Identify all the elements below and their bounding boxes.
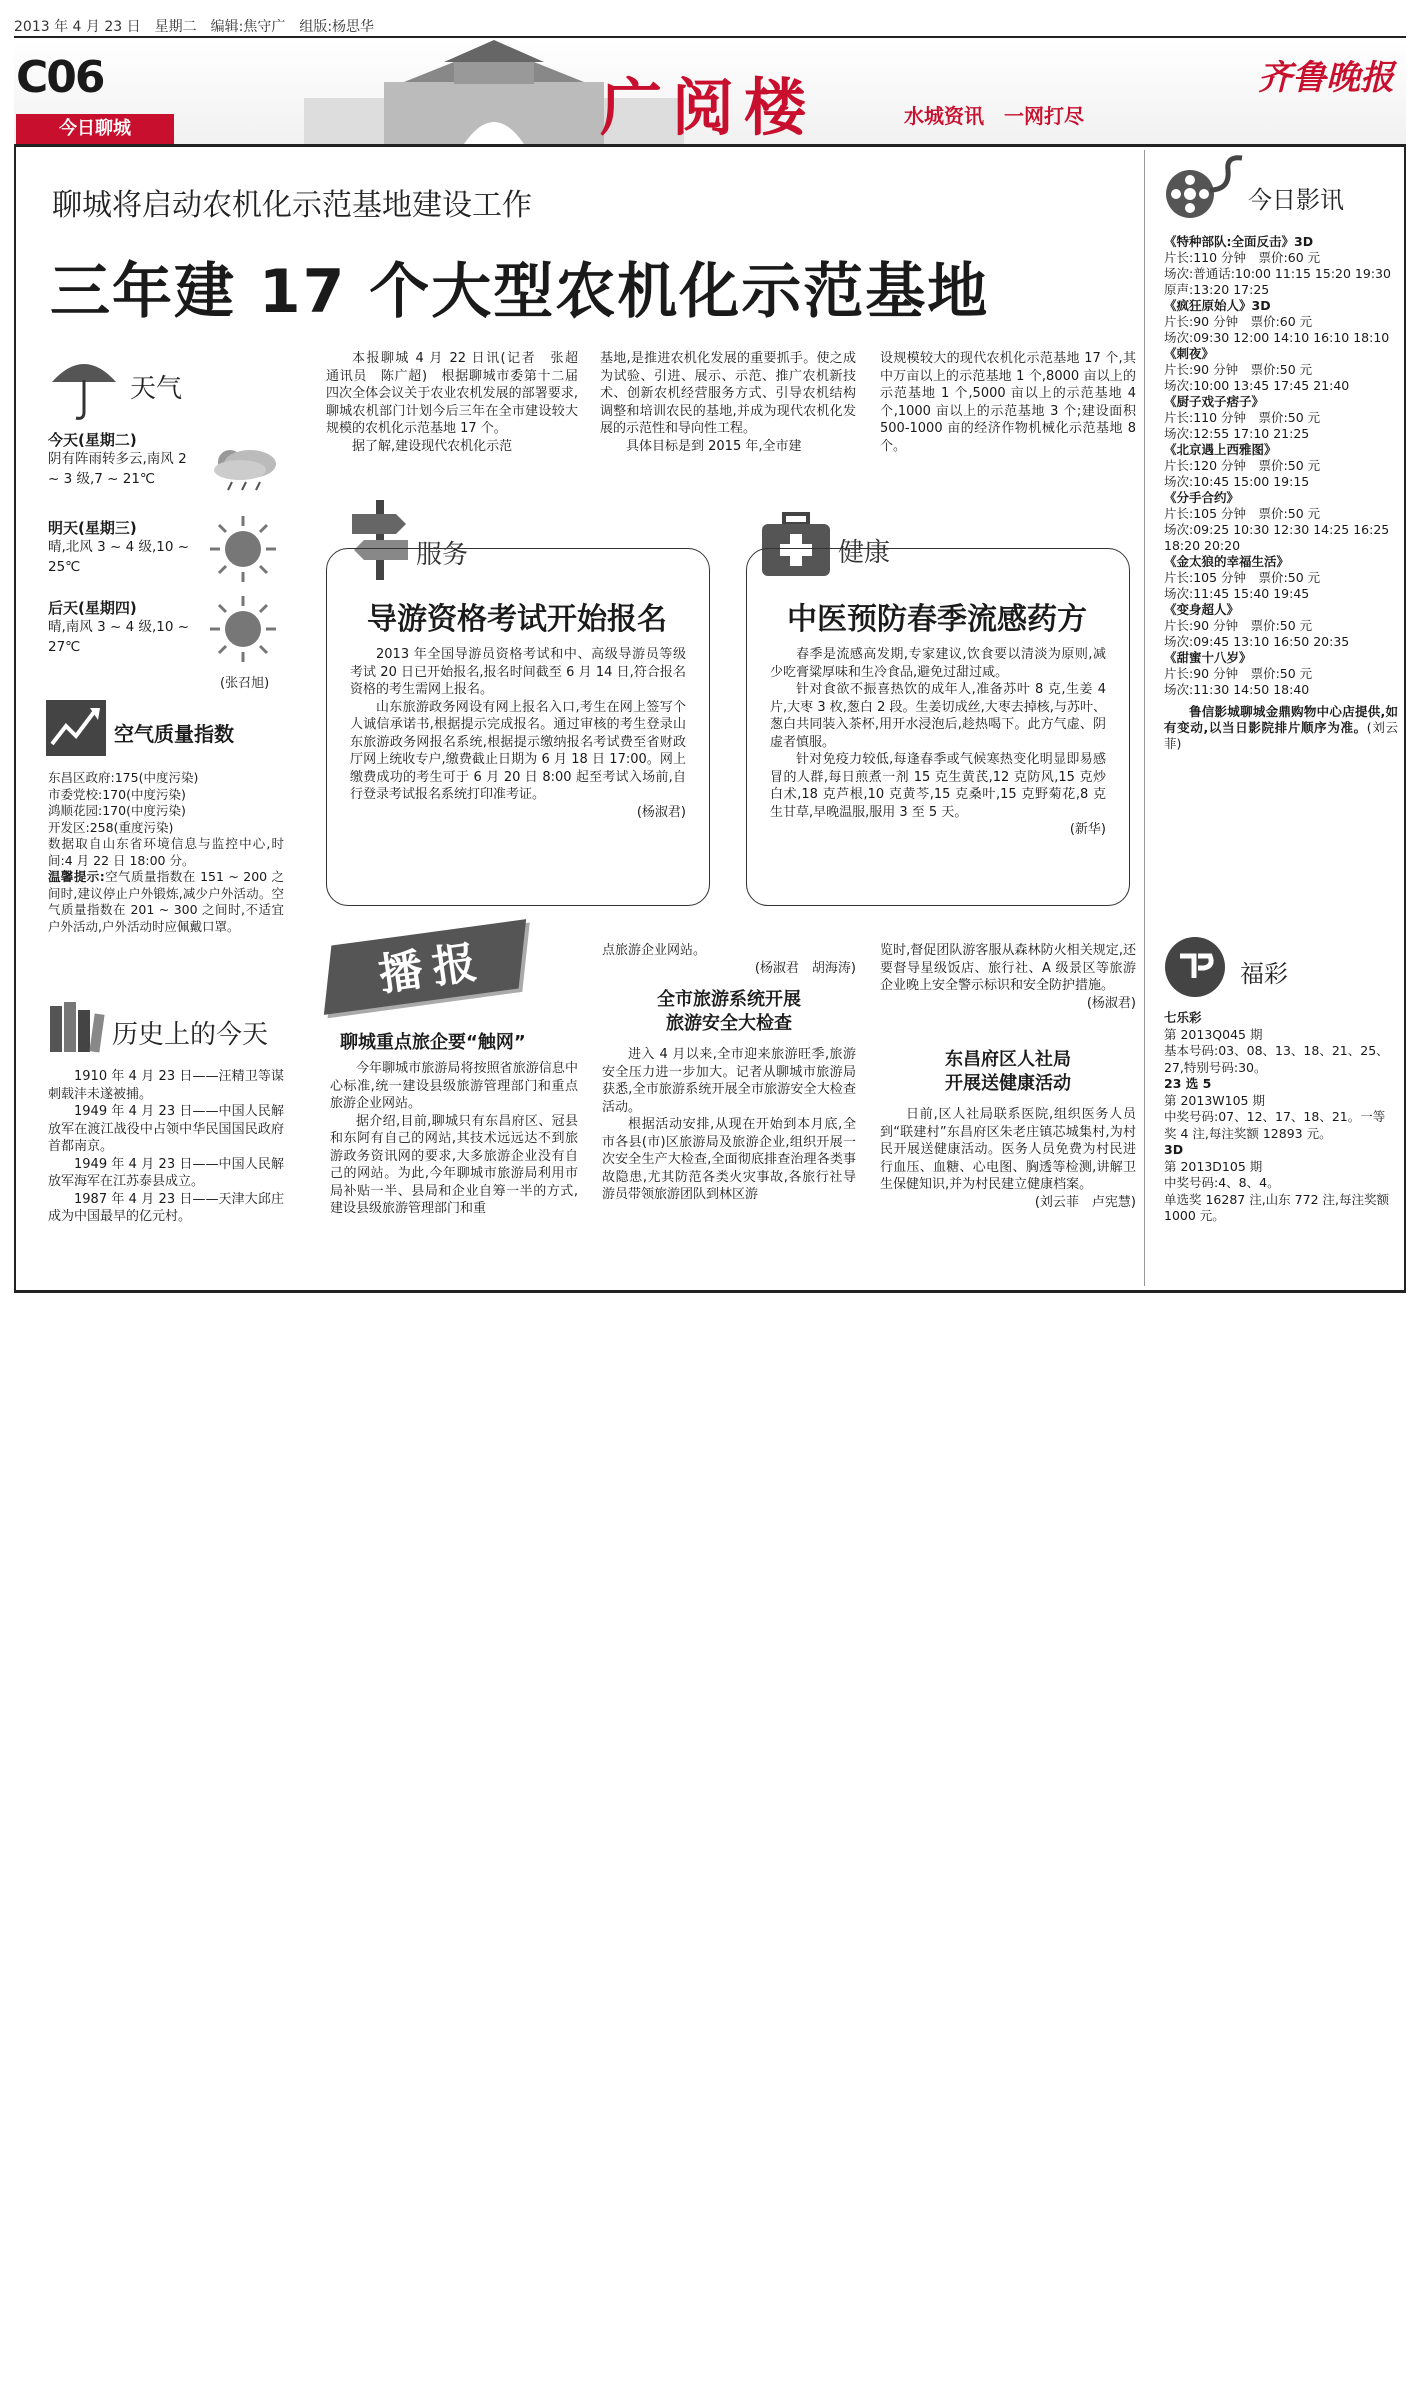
lottery-line: 中奖号码:07、12、17、18、21。一等奖 4 注,每注奖额 12893 元。 <box>1164 1109 1386 1141</box>
movie-times: 场次:09:30 12:00 14:10 16:10 18:10 <box>1164 330 1390 345</box>
movie-item <box>1164 442 1398 490</box>
bobao-story1-para: 今年聊城市旅游局将按照省旅游信息中心标准,统一建设县级旅游管理部门和重点旅游企业网站。 <box>330 1061 578 1111</box>
health-tag: 健康 <box>838 538 891 568</box>
bobao-story2-cont-text: 览时,督促团队游客服从森林防火相关规定,还要督导星级饭店、旅行社、A 级景区等旅游企业晚上安全警示标识和安全防护措施。 <box>880 943 1136 993</box>
movie-info: 片长:110 分钟 票价:60 元 <box>1164 250 1321 265</box>
welfare-lottery-logo-icon <box>1164 936 1226 998</box>
history-title: 历史上的今天 <box>112 1020 269 1050</box>
weather-day-label: 后天(星期四) <box>48 599 137 617</box>
weather-day-label: 明天(星期三) <box>48 519 137 537</box>
movie-item <box>1164 346 1398 394</box>
movie-name: 《厨子戏子痞子》 <box>1164 394 1265 409</box>
masthead-slogan: 水城资讯 一网打尽 <box>904 104 1084 128</box>
weather-day-desc: 阴有阵雨转多云,南风 2 ~ 3 级,7 ~ 21℃ <box>48 450 187 487</box>
air-reading: 开发区:258(重度污染) <box>48 819 174 835</box>
bobao-story2-byline: (杨淑君) <box>1086 995 1136 1011</box>
lottery-name: 七乐彩 <box>1164 1010 1202 1025</box>
weather-title: 天气 <box>130 374 183 404</box>
air-quality-title: 空气质量指数 <box>114 722 234 746</box>
air-reading: 东昌区政府:175(中度污染) <box>48 770 199 785</box>
movie-name: 《变身超人》 <box>1164 602 1240 617</box>
service-para: 山东旅游政务网设有网上报名入口,考生在网上签写个人诚信承诺书,根据提示完成报名。通过审核的考生登录山东旅游政务网报名系统,根据提示缴纳报名考试费至省财政厅网上统收专户,缴费截止日期为 6 月 18 日 17:00。网上缴费成功的考生可于 6 月 20 日 8:00 起至考试入场前,自行登录考试报名系统打印准考证。 <box>350 699 686 802</box>
bobao-story2-body <box>602 1046 856 1204</box>
bobao-story3-para: 日前,区人社局联系医院,组织医务人员到“联建村”东昌府区朱老庄镇芯城集村,为村民开展送健康活动。医务人员免费为村民进行血压、血糖、心电图、胸透等检测,讲解卫生保健知识,并为村民建立健康档案。 <box>880 1107 1136 1192</box>
air-tip-label: 温馨提示: <box>48 869 105 884</box>
movie-times: 场次:10:45 15:00 19:15 <box>1164 474 1310 489</box>
lottery-block <box>1164 1076 1396 1142</box>
lead-para-2: 据了解,建设现代农机化示范 <box>352 438 513 454</box>
trend-chart-icon <box>46 700 106 756</box>
movie-note-text: 鲁信影城聊城金鼎购物中心店提供,如有变动,以当日影院排片顺序为准。 <box>1164 704 1398 735</box>
movie-item <box>1164 554 1398 602</box>
movie-times: 场次:09:25 10:30 12:30 14:25 16:25 18:20 20:20 <box>1164 522 1390 553</box>
bobao-story2-title: 全市旅游系统开展 旅游安全大检查 <box>657 989 801 1034</box>
lead-column-3 <box>880 350 1136 455</box>
umbrella-icon <box>48 352 120 422</box>
weather-day-desc: 晴,北风 3 ~ 4 级,10 ~ 25℃ <box>48 538 190 575</box>
movie-item <box>1164 298 1398 346</box>
lead-headline: 三年建 17 个大型农机化示范基地 <box>50 257 990 327</box>
history-item: 1987 年 4 月 23 日——天津大邱庄成为中国最早的亿元村。 <box>48 1191 284 1224</box>
sidebar-divider <box>1144 150 1145 1286</box>
weather-today <box>48 432 198 489</box>
air-source-note: 数据取自山东省环境信息与监控中心,时间:4 月 22 日 18:00 分。 <box>48 836 284 868</box>
movie-info: 片长:90 分钟 票价:50 元 <box>1164 362 1313 377</box>
movie-name: 《特种部队:全面反击》3D <box>1164 234 1314 249</box>
lottery-name: 23 选 5 <box>1164 1076 1212 1091</box>
movie-item <box>1164 234 1404 298</box>
lottery-block <box>1164 1142 1396 1225</box>
bobao-story3-body <box>880 1106 1136 1211</box>
bobao-story2-para: 根据活动安排,从现在开始到本月底,全市各县(市)区旅游局及旅游企业,组织开展一次安全生产大检查,全面彻底排查治理各类事故隐患,尤其防范各类火灾事故,各旅行社导游员带领旅游团队到林区游 <box>602 1117 856 1202</box>
topline: 2013 年 4 月 23 日 星期二 编辑:焦守广 组版:杨思华 <box>14 19 375 35</box>
movie-info: 片长:105 分钟 票价:50 元 <box>1164 570 1321 585</box>
history-item: 1910 年 4 月 23 日——汪精卫等谋刺载沣未遂被捕。 <box>48 1069 284 1102</box>
lottery-block <box>1164 1010 1396 1076</box>
frame-right <box>1404 144 1406 1292</box>
service-tag: 服务 <box>416 540 469 570</box>
lottery-line: 第 2013Q045 期 <box>1164 1026 1263 1042</box>
sun-icon <box>208 514 278 584</box>
health-body <box>770 646 1106 839</box>
movie-times: 场次:09:45 13:10 16:50 20:35 <box>1164 634 1350 649</box>
movie-info: 片长:105 分钟 票价:50 元 <box>1164 506 1321 521</box>
movie-times: 场次:10:00 13:45 17:45 21:40 <box>1164 378 1350 393</box>
movie-list <box>1164 234 1404 752</box>
lottery-line: 中奖号码:4、8、4。 <box>1164 1175 1280 1190</box>
lottery-results <box>1164 1010 1396 1225</box>
movie-item <box>1164 602 1398 650</box>
history-item: 1949 年 4 月 23 日——中国人民解放军海军在江苏泰县成立。 <box>48 1156 284 1189</box>
lottery-title: 福彩 <box>1240 960 1288 988</box>
movie-info: 片长:90 分钟 票价:60 元 <box>1164 314 1313 329</box>
lead-para-4: 具体目标是到 2015 年,全市建 <box>626 438 802 454</box>
health-byline: (新华) <box>1069 822 1106 837</box>
bobao-story1-para: 据介绍,目前,聊城只有东昌府区、冠县和东阿有自己的网站,其技术远远达不到旅游政务资讯网的要求,大多旅游企业没有自己的网站。为此,今年聊城市旅游局利用市局补贴一半、县局和企业自筹一半的方式,建设县级旅游管理部门和重 <box>330 1113 578 1216</box>
header-top-rule <box>14 36 1406 38</box>
lead-para-5: 设规模较大的现代农机化示范基地 17 个,其中万亩以上的示范基地 1 个,8000 亩以上的示范基地 1 个,5000 亩以上的示范基地 4 个,1000 亩以上的示范基地 3 个;建设面积 500-1000 亩的经济作物机械化示范基地 8 个。 <box>880 351 1136 454</box>
movie-info: 片长:90 分钟 票价:50 元 <box>1164 618 1313 633</box>
history-item: 1949 年 4 月 23 日——中国人民解放军在渡江战役中占领中华民国国民政府首都南京。 <box>48 1104 284 1154</box>
health-para: 针对免疫力较低,每逢春季或气候寒热变化明显即易感冒的人群,每日煎煮一剂 15 克生黄芪,12 克防风,15 克炒白术,18 克芦根,10 克黄芩,15 克桑叶,15 克野菊花,8 克生甘草,早晚温服,服用 3 至 5 天。 <box>770 752 1106 820</box>
paper-name-logo: 齐鲁晚报 <box>1258 58 1394 98</box>
bobao-story3-title: 东昌府区人社局 开展送健康活动 <box>945 1049 1071 1094</box>
service-para: 2013 年全国导游员资格考试和中、高级导游员等级考试 20 日已开始报名,报名时间截至 6 月 14 日,符合报名资格的考生需网上报名。 <box>350 647 686 697</box>
movie-times: 场次:11:45 15:40 19:45 <box>1164 586 1310 601</box>
weather-day-after <box>48 600 198 657</box>
air-tip-text: 空气质量指数在 151 ~ 200 之间时,建议停止户外锻炼,减少户外活动。空气质量指数在 201 ~ 300 之间时,不适宜户外活动,户外活动时应佩戴口罩。 <box>48 869 284 934</box>
frame-left <box>14 144 16 1292</box>
bobao-story1-title: 聊城重点旅企要“触网” <box>340 1032 526 1053</box>
movie-name: 《北京遇上西雅图》 <box>1164 442 1277 457</box>
bobao-tag: 播报 <box>375 935 490 1002</box>
air-tip <box>48 869 284 935</box>
lottery-line: 基本号码:03、08、13、18、21、25、27,特别号码:30。 <box>1164 1043 1389 1075</box>
bobao-story1-cont-text: 点旅游企业网站。 <box>602 943 707 958</box>
movie-name: 《金太狼的幸福生活》 <box>1164 554 1290 569</box>
movie-name: 《甜蜜十八岁》 <box>1164 650 1252 665</box>
movie-info: 片长:120 分钟 票价:50 元 <box>1164 458 1321 473</box>
bobao-story1-body <box>330 1060 578 1218</box>
health-headline: 中医预防春季流感药方 <box>787 602 1087 637</box>
lottery-name: 3D <box>1164 1142 1184 1157</box>
weather-byline: (张召旭) <box>220 676 270 691</box>
movie-info: 片长:90 分钟 票价:50 元 <box>1164 666 1313 681</box>
air-reading: 鸿顺花园:170(中度污染) <box>48 803 186 818</box>
weather-day-desc: 晴,南风 3 ~ 4 级,10 ~ 27℃ <box>48 618 190 655</box>
lottery-line: 第 2013D105 期 <box>1164 1158 1263 1174</box>
sun-icon <box>208 594 278 664</box>
masthead-title: 广阅楼 <box>600 71 817 144</box>
movie-times: 场次:11:30 14:50 18:40 <box>1164 682 1310 697</box>
movie-name: 《疯狂原始人》3D <box>1164 298 1271 313</box>
movies-title: 今日影讯 <box>1248 186 1344 214</box>
movie-times: 场次:普通话:10:00 11:15 15:20 19:30 原声:13:20 17:25 <box>1164 266 1404 297</box>
weather-tomorrow <box>48 520 198 577</box>
service-byline: (杨淑君) <box>636 804 686 820</box>
health-para: 春季是流感高发期,专家建议,饮食要以清淡为原则,减少吃膏粱厚味和生冷食品,避免过甜过咸。 <box>770 647 1106 680</box>
lead-para-3: 基地,是推进农机化发展的重要抓手。使之成为试验、引进、展示、示范、推广农机新技术、创新农机经营服务方式、引导农机结构调整和培训农民的基地,并成为现代农机化发展的示范性和导向性工程。 <box>600 351 856 436</box>
movie-item <box>1164 394 1398 442</box>
air-reading: 市委党校:170(中度污染) <box>48 786 186 802</box>
bobao-story2-cont <box>880 942 1136 1012</box>
history-list <box>48 1068 284 1226</box>
film-reel-icon <box>1160 150 1250 222</box>
movie-name: 《分手合约》 <box>1164 490 1240 505</box>
bobao-story1-byline: (杨淑君 胡海涛) <box>754 960 856 976</box>
frame-bottom <box>14 1290 1406 1293</box>
movie-note <box>1164 704 1398 752</box>
bobao-story1-cont <box>602 942 856 977</box>
weather-day-label: 今天(星期二) <box>48 431 137 449</box>
lead-para-1: 本报聊城 4 月 22 日讯(记者 张超 通讯员 陈广超) 根据聊城市委第十二届四次全体会议关于农业农机发展的部署要求,聊城农机部门计划今后三年在全市建设较大规模的农机化示范基地 17 个。 <box>326 351 592 436</box>
bobao-story3-byline: (刘云菲 卢宪慧) <box>1034 1194 1136 1210</box>
movie-name: 《刺夜》 <box>1164 346 1215 361</box>
cloud-rain-icon <box>204 436 284 492</box>
health-para: 针对食欲不振喜热饮的成年人,准备苏叶 8 克,生姜 4 片,大枣 3 枚,葱白 2 段。生姜切成丝,大枣去掉核,与苏叶、葱白共同装入茶杯,用开水浸泡后,趁热喝下。此方气虚、阴虚者慎服。 <box>770 682 1106 750</box>
books-icon <box>46 1000 106 1056</box>
movie-byline: (刘云菲) <box>1164 720 1398 751</box>
movie-info: 片长:110 分钟 票价:50 元 <box>1164 410 1321 425</box>
service-body <box>350 646 686 821</box>
air-quality-body <box>48 770 284 935</box>
lottery-line: 单选奖 16287 注,山东 772 注,每注奖额 1000 元。 <box>1164 1191 1389 1223</box>
movie-item <box>1164 490 1398 554</box>
bobao-story2-para: 进入 4 月以来,全市迎来旅游旺季,旅游安全压力进一步加大。记者从聊城市旅游局获悉,全市旅游系统开展全市旅游安全大检查活动。 <box>602 1047 856 1115</box>
section-tag: 今日聊城 <box>16 114 174 144</box>
movie-item <box>1164 650 1398 698</box>
lead-column-2 <box>600 350 856 455</box>
service-headline: 导游资格考试开始报名 <box>367 602 667 637</box>
header-bottom-rule <box>14 144 1406 147</box>
lottery-line: 第 2013W105 期 <box>1164 1092 1265 1108</box>
lead-kicker: 聊城将启动农机化示范基地建设工作 <box>52 188 532 223</box>
lead-column-1 <box>326 350 592 455</box>
page-number: C06 <box>16 52 104 103</box>
movie-times: 场次:12:55 17:10 21:25 <box>1164 426 1310 441</box>
